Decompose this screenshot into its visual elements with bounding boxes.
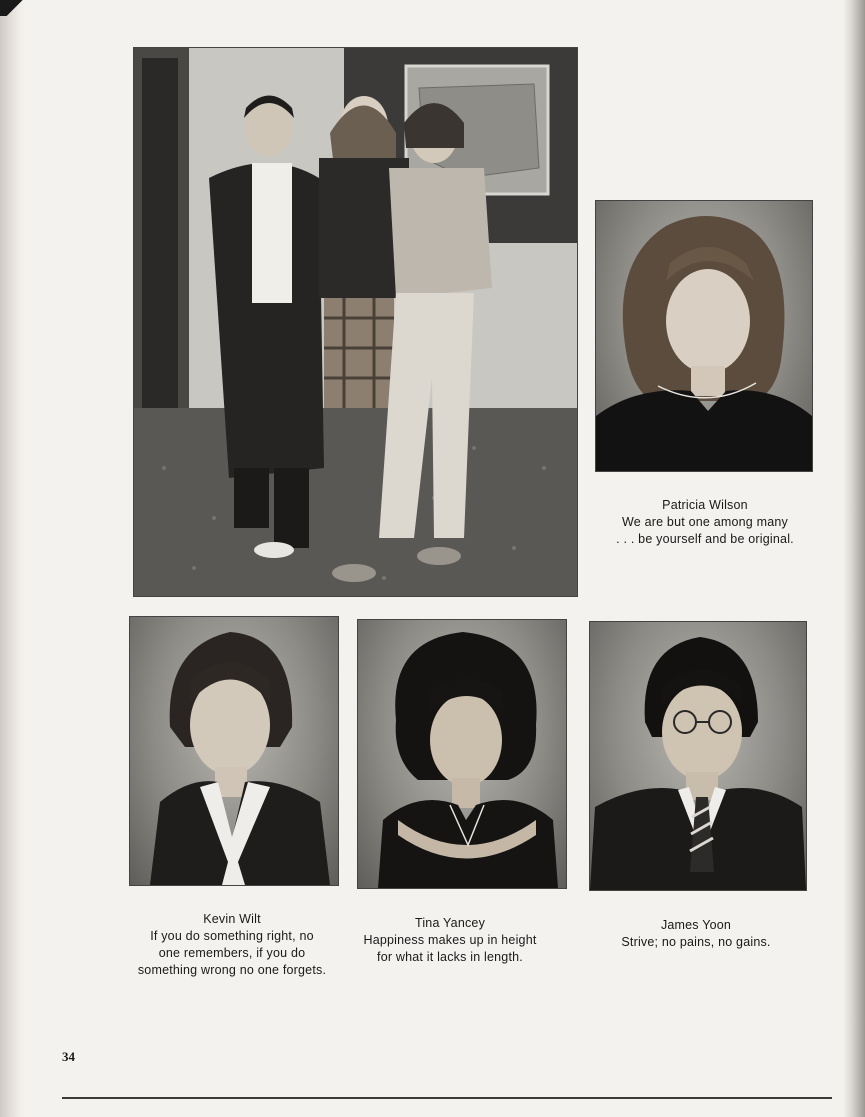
student-name: James Yoon <box>660 918 732 932</box>
caption-kevin-wilt <box>118 911 346 979</box>
student-quote-line: If you do something right, no <box>150 929 314 943</box>
student-quote-line: one remembers, if you do <box>158 946 306 960</box>
portrait-tina-yancey <box>358 620 566 888</box>
page-gutter-shadow <box>0 0 26 1117</box>
portrait-kevin-wilt <box>130 617 338 885</box>
group-photo <box>134 48 577 596</box>
student-quote-line: something wrong no one forgets. <box>137 963 327 977</box>
portrait-james-yoon <box>590 622 806 890</box>
student-quote-line: Strive; no pains, no gains. <box>621 935 771 949</box>
student-name: Tina Yancey <box>414 916 486 930</box>
caption-patricia-wilson <box>592 497 818 548</box>
student-quote-line: We are but one among many <box>622 515 788 529</box>
portrait-patricia-wilson <box>596 201 812 471</box>
student-name: Patricia Wilson <box>662 498 748 512</box>
bottom-rule <box>62 1097 832 1099</box>
caption-tina-yancey <box>350 915 550 966</box>
page-edge-shadow <box>843 0 865 1117</box>
student-quote-line: Happiness makes up in height <box>363 933 537 947</box>
student-quote-line: . . . be yourself and be original. <box>616 532 794 546</box>
caption-james-yoon <box>596 917 796 951</box>
page-corner <box>0 0 40 16</box>
student-name: Kevin Wilt <box>203 912 261 926</box>
student-quote-line: for what it lacks in length. <box>377 950 523 964</box>
page-number: 34 <box>62 1049 75 1064</box>
